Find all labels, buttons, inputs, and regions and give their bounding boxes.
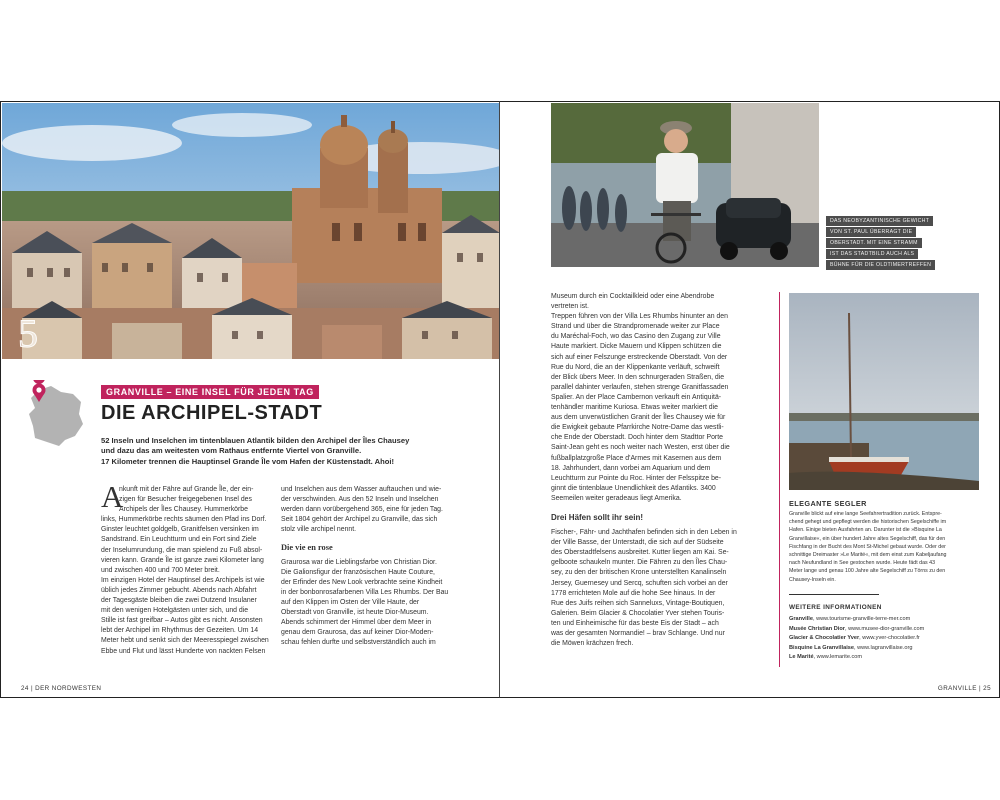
box-line: Fischfang in der Bucht des Mont St-Michel gebaut wurde. Oder der (789, 543, 946, 550)
subheading: Drei Häfen sollt ihr sein! (551, 512, 644, 522)
info-item-name: Le Marité (789, 654, 814, 661)
body-line: Oberstadt von Granville, ist heute Dior-Museum. (281, 609, 429, 617)
body-line: vertreten ist. (551, 303, 589, 311)
body-line: der Ville Basse, der Unterstadt, die sich auf der Südseite (551, 539, 724, 547)
body-line: aus dem unverwüstlichen Granit der Îles Chausey wie für (551, 414, 726, 422)
page-footer-left: 24 | DER NORDWESTEN (21, 685, 102, 692)
body-line: links, Hummerkörbe rechts säumen den Pfad ins Dorf. (101, 516, 267, 524)
body-line: der Inselumrundung, die man spielend zu Fuß absol- (101, 546, 263, 554)
info-item: Bisquine La Granvillaise, www.lagranvillaise.org (789, 644, 913, 651)
info-item: Musée Christian Dior, www.musee-dior-granville.com (789, 625, 925, 632)
body-line: genau dem Graurosa, das auf keiner Dior-Moden- (281, 629, 434, 637)
body-line: Seemeilen weiter geradeaus liegt Amerika. (551, 494, 682, 502)
box-line: Granvillaise«, ein über hundert Jahre altes Segelschiff, das für den (789, 535, 946, 542)
info-item: Granville, www.tourisme-granville-terre-mer.com (789, 616, 911, 622)
box-line: Chausey-Inseln ein. (789, 576, 836, 583)
body-line: Strand und über die Strandpromenade weiter zur Place (551, 323, 720, 331)
info-item-name: Granville (789, 616, 813, 622)
intro-line: 17 Kilometer trennen die Hauptinsel Grande Île vom Hafen der Küstenstadt. Ahoi! (101, 456, 394, 466)
page-footer-right: GRANVILLE | 25 (937, 685, 991, 692)
section-kicker: GRANVILLE – EINE INSEL FÜR JEDEN TAG (101, 385, 319, 399)
box-line: Granville blickt auf eine lange Seefahrertradition zurück. Entspre- (789, 511, 942, 517)
body-line: Graurosa war die Lieblingsfarbe von Christian Dior. (281, 558, 437, 566)
body-line: Rue des Juifs reihen sich Sanneluxs, Vintage-Boutiquen, (551, 599, 725, 607)
intro-line: 52 Inseln und Inselchen im tintenblauen Atlantik bilden den Archipel der Îles Chausey (101, 436, 410, 445)
body-column-3 (551, 292, 766, 649)
sidebar-box-title: ELEGANTE SEGLER (789, 499, 867, 508)
right-page (500, 101, 1000, 698)
body-column-2 (281, 485, 461, 648)
subheading: Die vie en rose (281, 543, 333, 553)
photo-caption: DAS NEOBYZANTINISCHE GEWICHT (826, 216, 933, 226)
sidebar-box-text (789, 510, 984, 584)
sidebar-divider (779, 292, 780, 667)
body-line: Haute markiert. Dicke Mauern und Klippen schützen die (551, 343, 722, 351)
info-divider (789, 594, 879, 595)
body-line: ginnt die tintenblaue Unendlichkeit des Atlantiks. 3400 (551, 484, 716, 492)
body-line: der verschwinden. Aus den 52 Inseln und Inselchen (281, 496, 439, 504)
info-list (789, 615, 924, 663)
body-line: zigen für Besucher freigegebenen Insel des (119, 496, 252, 504)
body-line: Seit 1804 gehört der Archipel zu Granville, das sich (281, 516, 438, 524)
body-line: Leuchtturm zur Pointe du Roc. Hinter der Felsspitze be- (551, 474, 722, 482)
body-line: auf den Klippen im Osten der Ville Haute, der (281, 598, 420, 606)
article-intro (101, 436, 421, 467)
france-map-pin-icon (21, 380, 91, 450)
body-line: parallel dahinter verlaufen, stehen strenge Granitfassaden (551, 383, 729, 391)
left-page (0, 101, 500, 698)
box-line: Meter lange und genau 100 Jahre alte Segelschiff zu Törns zu den (789, 568, 946, 575)
body-line: schau fehlen durfte und selbstverständlich auch im (281, 639, 436, 647)
body-line: stolz ville archipel nennt. (281, 526, 357, 534)
body-line: Galerien. Beim Glacier & Chocolatier Yver stehen Touris- (551, 609, 725, 617)
info-item-url[interactable]: www.lagranvillaise.org (857, 644, 913, 651)
body-line: die Ewigkeit gebaute Pfarrkirche Notre-Dame das westli- (551, 424, 724, 432)
body-line: fußballplatzgroße Place d'Armes mit Kasernen aus dem (551, 454, 722, 462)
body-line: Sandstrand. Ein Leuchtturm und ein Fort sind Ziele (101, 536, 257, 544)
photo-caption: VON ST. PAUL ÜBERRAGT DIE (826, 227, 916, 237)
box-line: Hafen. Einige bieten Ausfahrten an. Darunter ist die »Bisquine La (789, 527, 942, 534)
body-line: der Erfinder des New Look verbrachte seine Kindheit (281, 578, 443, 586)
body-line: der Tagesgäste bleiben die zwei Dutzend Insulaner (101, 597, 257, 605)
body-line: sich auf einer Felszunge erstreckende Oberstadt. Von der (551, 353, 728, 361)
body-line: werden dann vorübergehend 365, eine für jeden Tag. (281, 506, 443, 514)
info-item-url[interactable]: www.lemarite.com (816, 654, 863, 661)
info-item-name: Bisquine La Granvillaise (789, 644, 854, 651)
body-line: vieren kann. Grande Île ist ganze zwei Kilometer lang (101, 556, 264, 564)
photo-caption: IST DAS STADTBILD AUCH ALS (826, 249, 918, 259)
info-item-url[interactable]: www.yver-chocolatier.fr (862, 635, 920, 642)
photo-caption: OBERSTADT. MIT EINE STRAMM (826, 238, 922, 248)
body-line: Im einzigen Hotel der Hauptinsel des Archipels ist wie (101, 576, 265, 584)
body-line: und zwischen 400 und 700 Meter breit. (101, 566, 220, 574)
info-item: Le Marité, www.lemarite.com (789, 654, 863, 661)
body-line: Ginster leuchtet goldgelb, Granitfelsen versinken im (101, 526, 259, 534)
body-line: Meter hebt und senkt sich der Meeresspiegel zwischen (101, 637, 269, 645)
body-line: Archipels der Îles Chausey. Hummerkörbe (119, 506, 248, 514)
body-line: des Oberstadtfelsens ausbreitet. Kutter liegen am Kai. Se- (551, 549, 729, 557)
body-line: der Blick übers Meer. In den schnurgeraden Straßen, die (551, 373, 725, 381)
body-line: Fischer-, Fähr- und Jachthafen befinden sich in den Leben in (551, 529, 737, 537)
body-line: nkunft mit der Fähre auf Grande Île, der ein- (119, 486, 254, 493)
body-column-1 (101, 485, 271, 657)
body-line: und Inselchen aus dem Wasser auftauchen und wie- (281, 486, 442, 493)
info-item-url[interactable]: www.musee-dior-granville.com (848, 625, 925, 632)
body-line: die Möwen krächzen frech. (551, 640, 634, 648)
body-line: üblich jedes Zimmer gebucht. Abends nach Abfahrt (101, 586, 257, 594)
body-line: 1778 errichteten Mole auf die hohe See hinaus. In der (551, 589, 716, 597)
info-item-name: Glacier & Chocolatier Yver (789, 635, 860, 642)
body-line: Rue du Nord, die an der Klippenkante verläuft, schweift (551, 363, 720, 371)
body-line: Die Galionsfigur der französischen Haute Couture, (281, 568, 435, 576)
info-title: WEITERE INFORMATIONEN (789, 604, 882, 611)
body-line: 18. Jahrhundert, dann vorbei am Aquarium und dem (551, 464, 711, 472)
body-line: Ebbe und Flut und lässt Hunderte von nackten Felsen (101, 647, 266, 655)
box-line: chend gehegt und gepflegt werden die historischen Segelschiffe im (789, 519, 947, 526)
info-item-url[interactable]: www.tourisme-granville-terre-mer.com (816, 616, 911, 622)
body-line: Treppen führen von der Villa Les Rhumbs hinunter an den (551, 313, 728, 321)
body-line: in der bonbonrosafarbenen Villa Les Rhumbs. Der Bau (281, 588, 449, 596)
body-line: sey, zu den der britischen Krone unterstellten Kanalinseln (551, 569, 727, 577)
body-line: Museum durch ein Cocktailkleid oder eine Abendrobe (551, 293, 715, 300)
body-line: du Maréchal-Foch, wo das Casino den Zugang zur Ville (551, 333, 721, 341)
photo-sailboat-harbor (789, 293, 979, 490)
body-line: Stille ist fast greifbar – Autos gibt es nicht. Ansonsten (101, 617, 263, 625)
body-line: Saint-Jean geht es noch weiter nach Westen, erst über die (551, 444, 730, 452)
hero-photo-granville (2, 103, 500, 359)
article-headline: DIE ARCHIPEL-STADT (101, 402, 323, 424)
info-item-name: Musée Christian Dior (789, 625, 845, 632)
body-line: tenhändler maritime Kuriosa. Etwas weiter markiert die (551, 404, 718, 412)
drop-cap: A (101, 479, 124, 514)
box-line: nach Neufundland in See gestochen wurde. Heute fädt das 43 (789, 560, 936, 567)
intro-line: und dazu das am weitesten vom Rathaus entfernte Viertel von Granville. (101, 446, 362, 456)
info-item: Glacier & Chocolatier Yver, www.yver-chocolatier.fr (789, 635, 920, 642)
box-line: schnittige Dreimaster »Le Marité«, mit dem einst zum Kabeljaufang (789, 552, 947, 559)
body-line: was der gesamten Normandie! – brav Schlange. Und nur (551, 630, 725, 637)
magazine-spread (0, 101, 1000, 698)
photo-cyclist-street (551, 103, 819, 267)
body-line: Abends schimmert der Himmel über dem Meer in (281, 619, 432, 627)
chapter-number: 5 (18, 311, 38, 356)
photo-caption: BÜHNE FÜR DIE OLDTIMERTREFFEN (826, 260, 935, 270)
body-line: mit den wenigen Hotelgästen unter sich, und die (101, 607, 249, 615)
body-line: gelboote schaukeln munter. Die Fähren zu den Îles Chau- (551, 559, 728, 567)
body-line: Spalier. An der Place Cambernon verkauft ein Antiquitä- (551, 393, 722, 401)
body-line: Jersey, Guernesey und Sercq, schuften sich vorbei an der (551, 579, 728, 587)
body-line: lebt der Archipel im Rhythmus der Gezeiten. Um 14 (101, 627, 259, 635)
body-line: che Ende der Oberstadt. Doch hinter dem Stadttor Porte (551, 434, 723, 442)
body-line: ten und Einheimische für das beste Eis der Stadt – ach (551, 619, 719, 627)
